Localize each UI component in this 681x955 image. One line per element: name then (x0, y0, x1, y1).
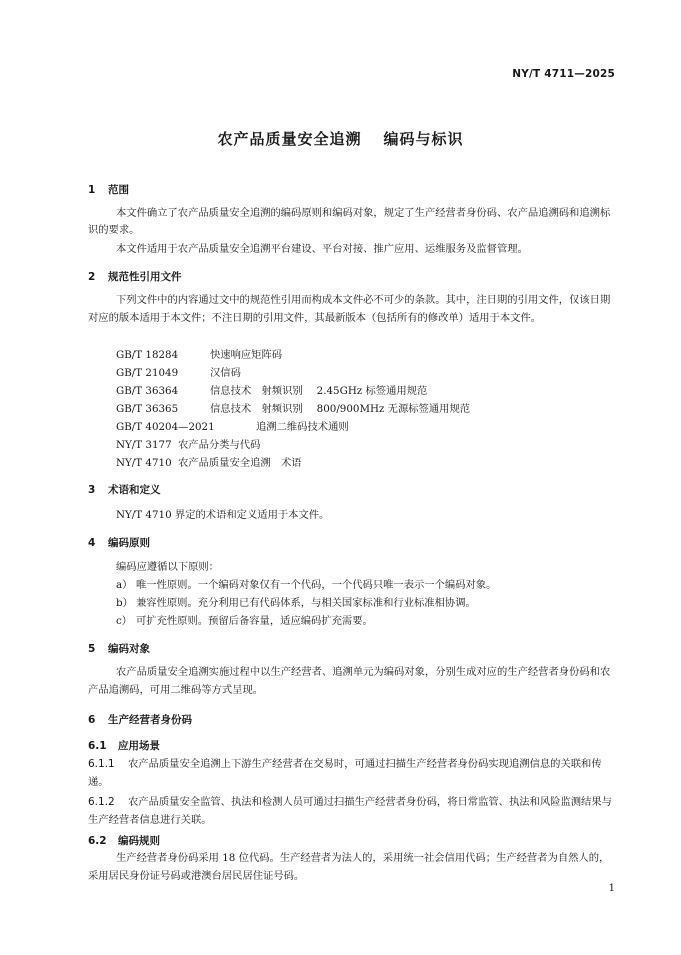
section-5-paragraph-1: 农产品质量安全追溯实施过程中以生产经营者、追溯单元为编码对象，分别生成对应的生产经营者身份码和农产品追溯码，可用二维码等方式呈现。 (88, 666, 611, 696)
reference-code: GB/T 21049 (116, 367, 179, 379)
list-text: 兼容性原则。充分利用已有代码体系，与相关国家标准和行业标准相协调。 (136, 597, 476, 609)
section-number: 3 (88, 484, 96, 496)
section-number: 6.2 (88, 835, 107, 847)
principle-item (116, 612, 373, 630)
section-number: 1 (88, 184, 96, 196)
reference-subtitle: 800/900MHz 无源标签通用规范 (316, 403, 471, 415)
page-number: 1 (608, 883, 615, 894)
clause-text: 农产品质量安全追溯上下游生产经营者在交易时，可通过扫描生产经营者身份码实现追溯信息的关联和传递。 (88, 758, 602, 788)
section-number: 6 (88, 714, 96, 726)
section-title: 生产经营者身份码 (108, 714, 192, 726)
section-2-heading (88, 269, 182, 284)
list-marker: c） (116, 615, 133, 627)
reference-item (116, 400, 470, 418)
clause-number-wrap (88, 796, 128, 808)
section-1-paragraph-1: 本文件确立了农产品质量安全追溯的编码原则和编码对象，规定了生产经营者身份码、农产品追溯码和追溯标识的要求。 (88, 207, 611, 236)
section-1-heading (88, 182, 129, 197)
section-6-heading (88, 712, 192, 727)
standard-number: NY/T 4711—2025 (512, 68, 615, 80)
section-6-1-heading (88, 738, 160, 753)
clause-text: 农产品质量安全监管、执法和检测人员可通过扫描生产经营者身份码，将日常监管、执法和风险监测结果与生产经营者信息进行关联。 (88, 796, 612, 826)
section-3-paragraph-1: NY/T 4710 界定的术语和定义适用于本文件。 (116, 509, 330, 521)
section-4-intro: 编码应遵循以下原则： (116, 561, 219, 573)
list-marker: b） (116, 597, 133, 609)
reference-code: NY/T 4710 (116, 457, 172, 469)
reference-item (116, 436, 260, 454)
reference-code: GB/T 40204—2021 (116, 421, 215, 433)
section-number: 2 (88, 271, 96, 283)
section-6-2-paragraph: 生产经营者身份码采用 18 位代码。生产经营者为法人的，采用统一社会信用代码；生产经营者为自然人的，采用居民身份证号码或港澳台居民居住证号码。 (88, 852, 610, 882)
reference-item (116, 364, 241, 382)
section-title: 编码原则 (108, 537, 150, 549)
section-2-paragraph-1: 下列文件中的内容通过文中的规范性引用而构成本文件必不可少的条款。其中，注日期的引用文件，仅该日期对应的版本适用于本文件；不注日期的引用文件，其最新版本（包括所有的修改单）适用于本文件。 (88, 294, 611, 324)
clause-6-1-2 (88, 794, 616, 829)
reference-title: 追溯二维码技术通则 (256, 421, 349, 433)
reference-code: GB/T 36364 (116, 385, 179, 397)
section-4-heading (88, 535, 150, 550)
section-number: 4 (88, 537, 96, 549)
clause-6-1-1 (88, 756, 616, 791)
list-text: 唯一性原则。一个编码对象仅有一个代码，一个代码只唯一表示一个编码对象。 (136, 579, 497, 591)
list-text: 可扩充性原则。预留后备容量，适应编码扩充需要。 (136, 615, 373, 627)
section-6-2-heading (88, 833, 160, 848)
section-title: 应用场景 (118, 740, 160, 752)
reference-item (116, 346, 282, 364)
title-part-2: 编码与标识 (383, 130, 464, 148)
clause-number: 6.1.2 (88, 796, 115, 808)
reference-subtitle: 2.45GHz 标签通用规范 (316, 385, 428, 397)
reference-item (116, 454, 302, 472)
reference-title: 汉信码 (210, 367, 241, 379)
reference-title: 农产品分类与代码 (178, 439, 261, 451)
reference-title: 快速响应矩阵码 (210, 349, 283, 361)
clause-number: 6.1.1 (88, 758, 115, 770)
section-3-heading (88, 482, 161, 497)
section-title: 术语和定义 (108, 484, 161, 496)
reference-code: NY/T 3177 (116, 439, 172, 451)
section-title: 编码规则 (118, 835, 160, 847)
section-1-paragraph-2: 本文件适用于农产品质量安全追溯平台建设、平台对接、推广应用、运维服务及监督管理。 (116, 243, 528, 255)
list-marker: a） (116, 579, 133, 591)
clause-number-wrap (88, 758, 128, 770)
reference-title: 农产品质量安全追溯 术语 (178, 457, 302, 469)
reference-title: 信息技术 射频识别 (210, 403, 303, 415)
reference-code: GB/T 18284 (116, 349, 179, 361)
reference-item (116, 418, 349, 436)
principle-item (116, 576, 496, 594)
section-number: 5 (88, 643, 96, 655)
section-5-heading (88, 641, 150, 656)
reference-code: GB/T 36365 (116, 403, 179, 415)
section-title: 编码对象 (108, 643, 150, 655)
section-title: 范围 (108, 184, 129, 196)
principle-item (116, 594, 476, 612)
document-title (0, 128, 681, 149)
section-title: 规范性引用文件 (108, 271, 182, 283)
reference-title: 信息技术 射频识别 (210, 385, 303, 397)
reference-item (116, 382, 427, 400)
section-number: 6.1 (88, 740, 107, 752)
title-part-1: 农产品质量安全追溯 (217, 130, 362, 148)
